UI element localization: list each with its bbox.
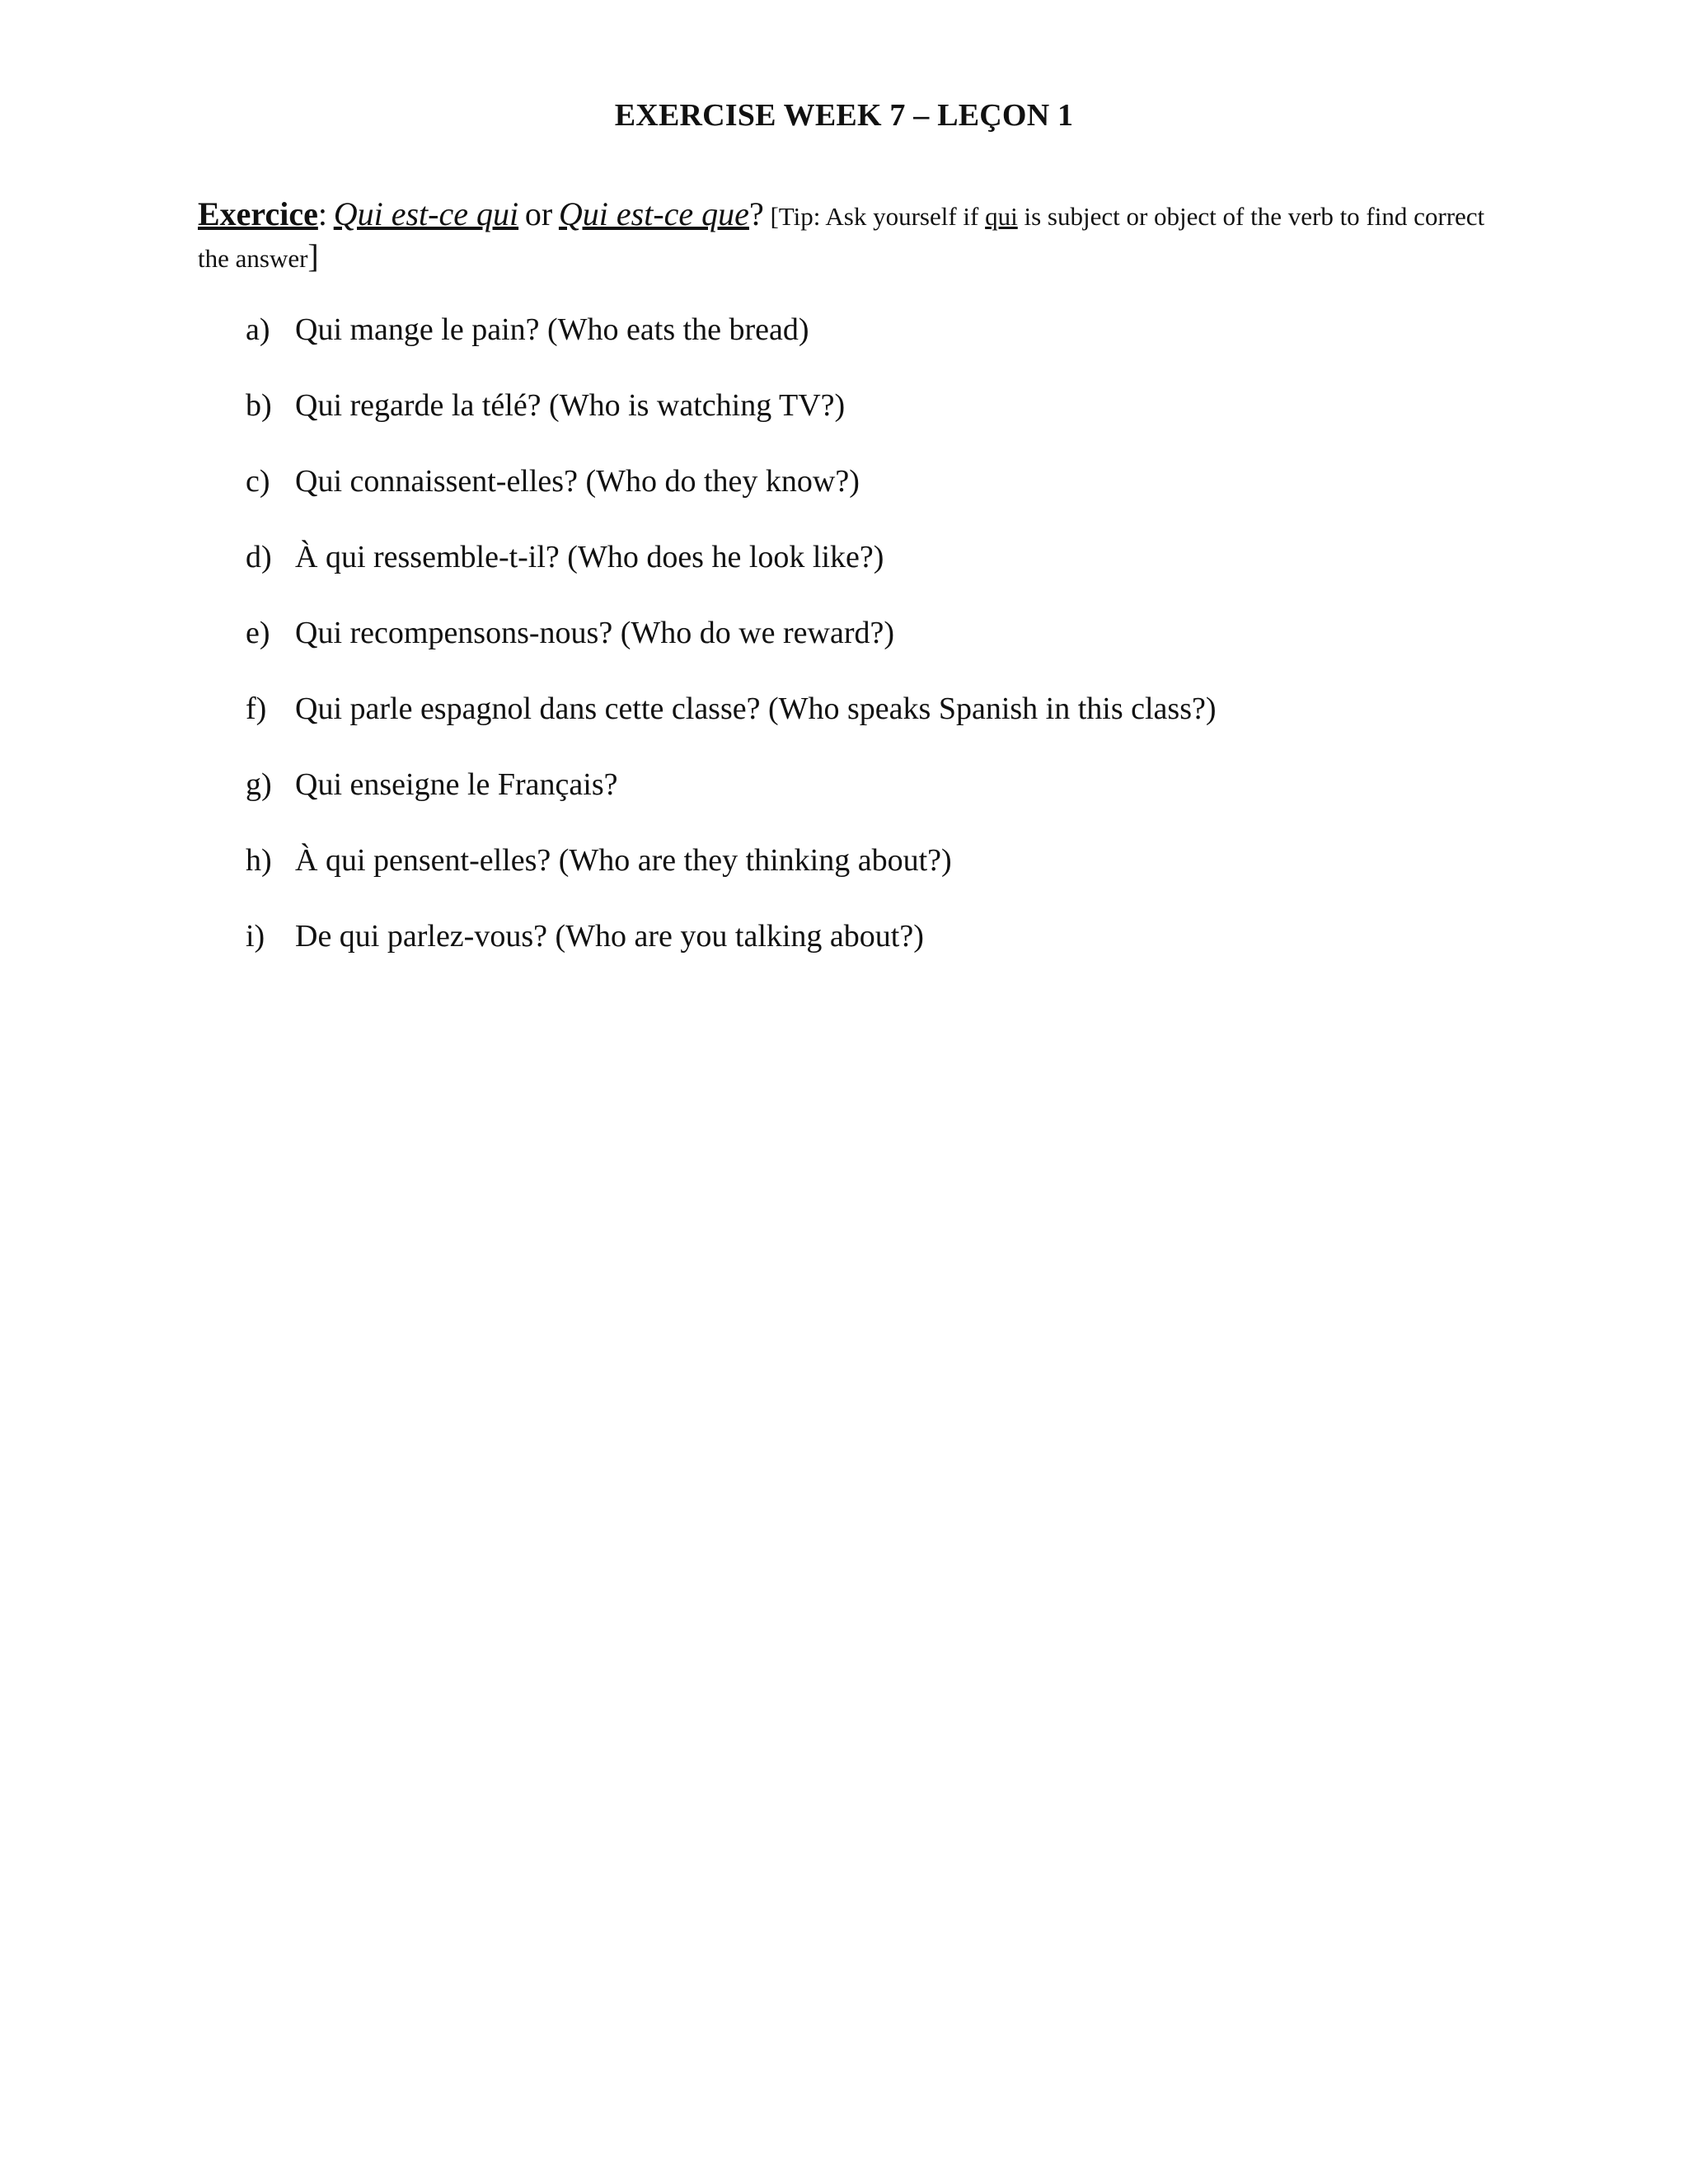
- item-marker: c): [246, 464, 270, 499]
- exercise-instruction: [198, 194, 1492, 279]
- item-text: Qui mange le pain? (Who eats the bread): [295, 312, 809, 347]
- instruction-question-mark: ?: [748, 195, 764, 232]
- option-qui-est-ce-qui: Qui est-ce qui: [333, 195, 519, 232]
- tip-text: is subject or object of the verb to find correct the answer: [198, 202, 1485, 273]
- item-text: À qui pensent-elles? (Who are they thinking about?): [295, 843, 952, 878]
- question-item: [246, 762, 1564, 837]
- item-text: Qui parle espagnol dans cette classe? (Who speaks Spanish in this class?): [295, 691, 1217, 726]
- instruction-colon: :: [317, 195, 327, 232]
- item-marker: d): [246, 540, 272, 574]
- question-item: [246, 307, 1564, 382]
- question-item: [246, 458, 1564, 534]
- question-list: [246, 307, 1564, 989]
- question-item: [246, 534, 1564, 610]
- exercise-label: Exercice: [198, 195, 318, 232]
- question-item: [246, 610, 1564, 686]
- item-text: À qui ressemble-t-il? (Who does he look like?): [295, 540, 884, 574]
- item-marker: e): [246, 616, 270, 650]
- item-marker: g): [246, 767, 272, 802]
- item-marker: i): [246, 919, 265, 954]
- question-item: [246, 837, 1564, 913]
- item-marker: f): [246, 691, 267, 726]
- question-item: [246, 382, 1564, 458]
- instruction-or: or: [524, 195, 553, 232]
- question-item: [246, 686, 1564, 762]
- question-item: [246, 913, 1564, 989]
- item-text: Qui enseigne le Français?: [295, 767, 618, 802]
- item-text: De qui parlez-vous? (Who are you talking about?): [295, 919, 924, 954]
- tip-open: [Tip: Ask yourself if: [770, 202, 979, 231]
- tip-keyword: qui: [985, 202, 1018, 231]
- document-title: EXERCISE WEEK 7 – LEÇON 1: [614, 98, 1074, 133]
- item-text: Qui regarde la télé? (Who is watching TV?): [295, 388, 846, 423]
- tip-close: ]: [307, 237, 319, 274]
- option-qui-est-ce-que: Qui est-ce que: [558, 195, 749, 232]
- item-marker: a): [246, 312, 270, 347]
- item-text: Qui connaissent-elles? (Who do they know?): [295, 464, 860, 499]
- item-text: Qui recompensons-nous? (Who do we reward?): [295, 616, 895, 650]
- item-marker: b): [246, 388, 272, 423]
- item-marker: h): [246, 843, 272, 878]
